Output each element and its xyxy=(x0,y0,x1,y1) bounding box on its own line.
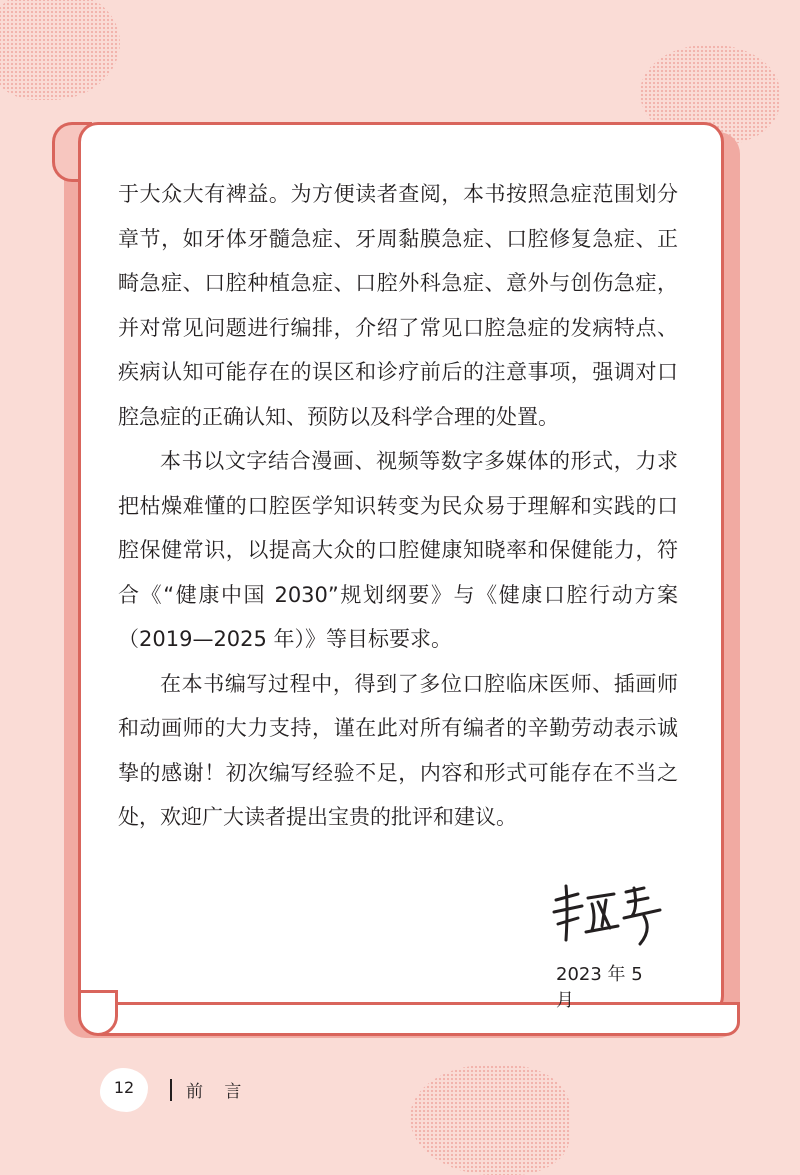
paragraph-2: 本书以文字结合漫画、视频等数字多媒体的形式，力求把枯燥难懂的口腔医学知识转变为民众易于理解和实践的口腔保健常识，以提高大众的口腔健康知晓率和保健能力，符合《“健康中国 2030”规划纲要》与《健康口腔行动方案（2019—2025 年）》等目标要求。 xyxy=(118,449,678,651)
footer-divider xyxy=(170,1079,172,1101)
preface-date: 2023 年 5 月 xyxy=(556,964,643,1011)
scroll-bottom-curl xyxy=(78,990,118,1036)
dotted-decoration-bottom xyxy=(410,1065,570,1175)
preface-text xyxy=(118,172,678,840)
paragraph-1: 于大众大有裨益。为方便读者查阅，本书按照急症范围划分章节，如牙体牙髓急症、牙周黏膜急症、口腔修复急症、正畸急症、口腔种植急症、口腔外科急症、意外与创伤急症，并对常见问题进行编排，介绍了常见口腔急症的发病特点、疾病认知可能存在的误区和诊疗前后的注意事项，强调对口腔急症的正确认知、预防以及科学合理的处置。 xyxy=(118,182,678,429)
handwritten-signature xyxy=(548,878,668,948)
section-label: 前 言 xyxy=(186,1082,250,1102)
paragraph-3: 在本书编写过程中，得到了多位口腔临床医师、插画师和动画师的大力支持，谨在此对所有编者的辛勤劳动表示诚挚的感谢！初次编写经验不足，内容和形式可能存在不当之处，欢迎广大读者提出宝贵的批评和建议。 xyxy=(118,671,678,829)
dotted-decoration-top-left xyxy=(0,0,120,100)
page-number: 12 xyxy=(113,1078,135,1097)
